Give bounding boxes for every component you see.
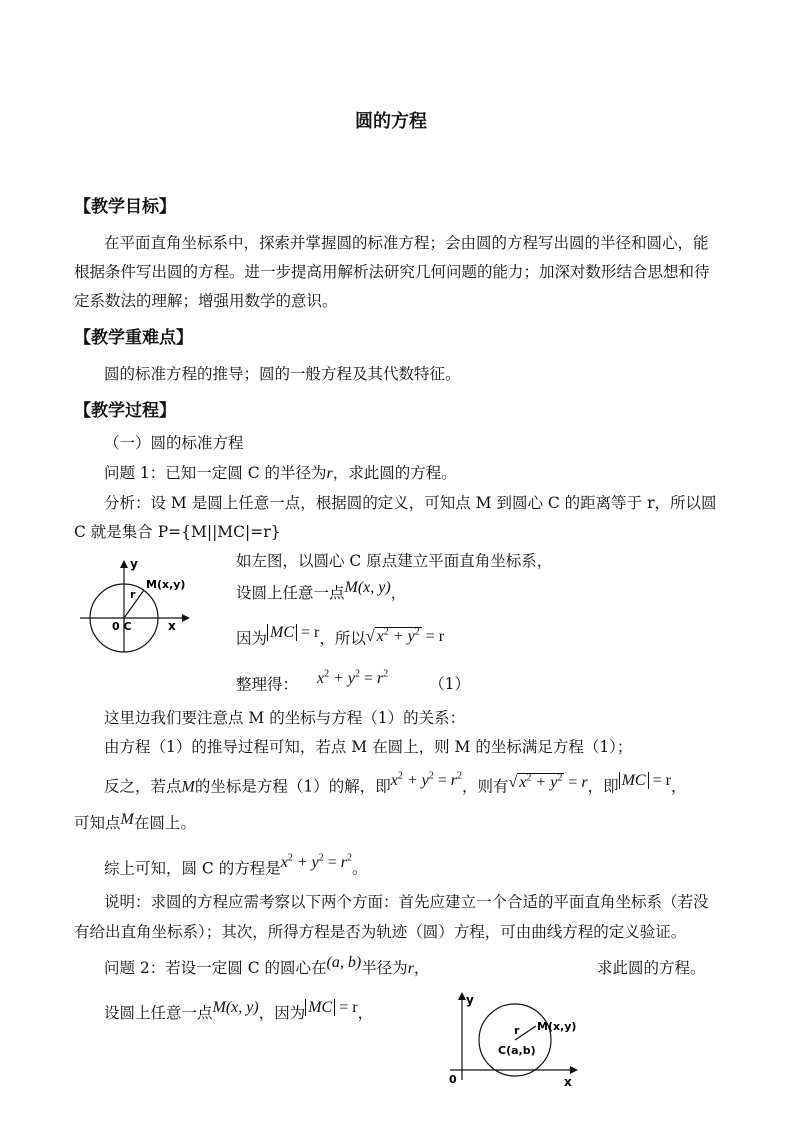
- figure-text-line-2: 设圆上任意一点M(x, y)，: [236, 579, 407, 602]
- fig2-label-r: r: [514, 1024, 520, 1037]
- analysis-line-2: C 就是集合 P={M||MC|=r}: [74, 523, 281, 541]
- page-title: 圆的方程: [355, 111, 427, 132]
- analysis-line-1: 分析：设 M 是圆上任意一点，根据圆的定义，可知点 M 到圆心 C 的距离等于 r，所以圆: [104, 494, 717, 512]
- key-points-text: 圆的标准方程的推导；圆的一般方程及其代数特征。: [104, 365, 461, 383]
- explanation-line-2: 有给出直角坐标系）；其次，所得方程是否为轨迹（圆）方程，可由曲线方程的定义验证。: [74, 923, 687, 941]
- goals-text-line-3: 定系数法的理解；增强用数学的意识。: [74, 292, 338, 310]
- fig2-label-y: y: [466, 993, 474, 1007]
- converse-line: 反之，若点M的坐标是方程（1）的解，即$x^2 + y^2 = r^2$，则有√ $x^2 + y^2 = r$，即 MC = r，: [104, 771, 687, 796]
- note-line: 这里边我们要注意点 M 的坐标与方程（1）的关系：: [104, 709, 466, 727]
- fig2-label-x: x: [564, 1075, 572, 1089]
- goals-text-line-1: 在平面直角坐标系中，探索并掌握圆的标准方程；会由圆的方程写出圆的半径和圆心，能: [104, 234, 709, 252]
- process-heading: 【教学过程】: [74, 401, 176, 421]
- goals-text-line-2: 根据条件写出圆的方程。进一步提高用解析法研究几何问题的能力；加深对数形结合思想和待: [74, 263, 710, 281]
- explanation-line-1: 说明：求圆的方程应需考察以下两个方面：首先应建立一个合适的平面直角坐标系（若没: [104, 893, 709, 911]
- part1-subheading: （一）圆的标准方程: [104, 434, 244, 452]
- summary-line: 综上可知，圆 C 的方程是$x^2 + y^2 = r^2$。: [104, 853, 368, 878]
- fig1-label-x: x: [168, 619, 176, 633]
- circle-figure-1: [70, 558, 195, 658]
- fig2-label-m: M(x,y): [537, 1020, 577, 1033]
- known-line: 可知点M在圆上。: [74, 811, 196, 832]
- question-2-end: 求此圆的方程。: [597, 959, 706, 977]
- figure-text-line-1: 如左图，以圆心 C 原点建立平面直角坐标系，: [236, 552, 553, 570]
- derivation-line: 由方程（1）的推导过程可知，若点 M 在圆上，则 M 的坐标满足方程（1）；: [104, 738, 633, 756]
- question-2: 问题 2：若设一定圆 C 的圆心在(a, b)半径为r，: [104, 954, 430, 977]
- fig2-label-c: C(a,b): [498, 1044, 536, 1057]
- figure-text-line-4: 整理得： $x^2 + y^2 = r^2$ （1）: [236, 669, 471, 694]
- circle-figure-2: [440, 990, 590, 1090]
- question-1: 问题 1：已知一定圆 C 的半径为r，求此圆的方程。: [104, 464, 457, 482]
- fig1-label-y: y: [130, 558, 138, 571]
- fig1-label-m: M(x,y): [146, 578, 186, 591]
- fig1-label-origin: 0 C: [112, 620, 132, 633]
- figure-text-line-3: 因为 MC = r，所以√ $x^2 + y^2 = r$: [236, 624, 445, 648]
- goals-heading: 【教学目标】: [74, 197, 176, 217]
- fig1-label-r: r: [130, 588, 136, 601]
- key-points-heading: 【教学重难点】: [74, 328, 193, 348]
- last-line: 设圆上任意一点M(x, y)，因为 MC = r，: [104, 999, 374, 1022]
- fig2-label-origin: 0: [449, 1073, 457, 1086]
